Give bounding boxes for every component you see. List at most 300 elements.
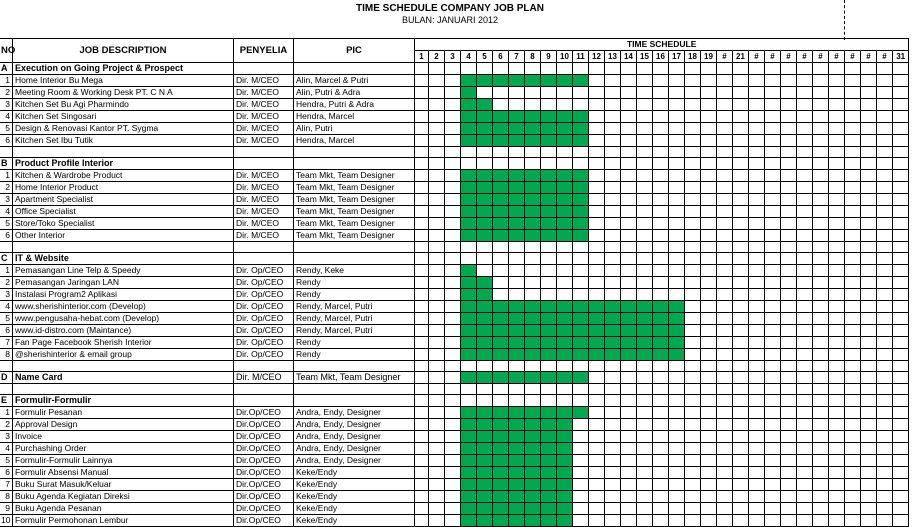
schedule-cell[interactable] (733, 111, 749, 123)
schedule-cell[interactable] (461, 313, 477, 325)
schedule-cell[interactable] (589, 372, 605, 384)
pic-cell[interactable]: Team Mkt, Team Designer (294, 170, 415, 182)
schedule-cell[interactable] (797, 218, 813, 230)
schedule-cell[interactable] (829, 194, 845, 206)
penyelia-cell[interactable]: Dir.Op/CEO (234, 455, 294, 467)
schedule-cell[interactable] (589, 99, 605, 111)
schedule-cell[interactable] (525, 242, 541, 253)
schedule-cell[interactable] (541, 395, 557, 407)
schedule-cell[interactable] (573, 265, 589, 277)
empty-cell[interactable] (234, 361, 294, 372)
schedule-cell[interactable] (669, 99, 685, 111)
schedule-cell[interactable] (893, 87, 909, 99)
schedule-cell[interactable] (653, 75, 669, 87)
schedule-cell[interactable] (445, 230, 461, 242)
schedule-cell[interactable] (573, 123, 589, 135)
schedule-cell[interactable] (541, 479, 557, 491)
schedule-cell[interactable] (717, 503, 733, 515)
schedule-cell[interactable] (493, 431, 509, 443)
schedule-cell[interactable] (415, 277, 429, 289)
schedule-cell[interactable] (669, 206, 685, 218)
schedule-cell[interactable] (653, 431, 669, 443)
schedule-cell[interactable] (637, 515, 653, 527)
schedule-cell[interactable] (861, 443, 877, 455)
schedule-cell[interactable] (621, 206, 637, 218)
schedule-cell[interactable] (781, 443, 797, 455)
pic-cell[interactable]: Team Mkt, Team Designer (294, 218, 415, 230)
schedule-cell[interactable] (685, 491, 701, 503)
schedule-cell[interactable] (765, 265, 781, 277)
schedule-cell[interactable] (893, 467, 909, 479)
schedule-cell[interactable] (637, 218, 653, 230)
schedule-cell[interactable] (573, 467, 589, 479)
schedule-cell[interactable] (701, 277, 717, 289)
schedule-cell[interactable] (493, 419, 509, 431)
schedule-cell[interactable] (621, 337, 637, 349)
schedule-cell[interactable] (829, 147, 845, 158)
schedule-cell[interactable] (445, 158, 461, 170)
schedule-cell[interactable] (845, 467, 861, 479)
schedule-cell[interactable] (829, 455, 845, 467)
task-number[interactable]: 8 (0, 491, 13, 503)
schedule-cell[interactable] (461, 349, 477, 361)
schedule-cell[interactable] (653, 206, 669, 218)
schedule-cell[interactable] (429, 515, 445, 527)
schedule-cell[interactable] (557, 63, 573, 75)
schedule-cell[interactable] (525, 301, 541, 313)
schedule-cell[interactable] (461, 158, 477, 170)
schedule-cell[interactable] (493, 265, 509, 277)
schedule-cell[interactable] (685, 111, 701, 123)
day-header[interactable]: 13 (605, 51, 621, 63)
schedule-cell[interactable] (445, 265, 461, 277)
schedule-cell[interactable] (573, 182, 589, 194)
schedule-cell[interactable] (429, 194, 445, 206)
task-description[interactable]: Kitchen & Wardrobe Product (13, 170, 234, 182)
schedule-cell[interactable] (781, 230, 797, 242)
schedule-cell[interactable] (429, 301, 445, 313)
schedule-cell[interactable] (765, 479, 781, 491)
schedule-cell[interactable] (717, 491, 733, 503)
schedule-cell[interactable] (493, 337, 509, 349)
schedule-cell[interactable] (733, 218, 749, 230)
schedule-cell[interactable] (525, 515, 541, 527)
schedule-cell[interactable] (621, 135, 637, 147)
schedule-cell[interactable] (605, 111, 621, 123)
schedule-cell[interactable] (493, 230, 509, 242)
schedule-cell[interactable] (605, 491, 621, 503)
schedule-cell[interactable] (669, 277, 685, 289)
schedule-cell[interactable] (477, 313, 493, 325)
schedule-cell[interactable] (701, 87, 717, 99)
schedule-cell[interactable] (573, 515, 589, 527)
schedule-cell[interactable] (861, 230, 877, 242)
schedule-cell[interactable] (701, 206, 717, 218)
schedule-cell[interactable] (415, 491, 429, 503)
schedule-cell[interactable] (765, 277, 781, 289)
schedule-cell[interactable] (477, 206, 493, 218)
schedule-cell[interactable] (573, 111, 589, 123)
schedule-cell[interactable] (445, 242, 461, 253)
task-description[interactable]: Office Specialist (13, 206, 234, 218)
schedule-cell[interactable] (509, 75, 525, 87)
empty-cell[interactable] (0, 384, 13, 395)
schedule-cell[interactable] (445, 277, 461, 289)
day-header[interactable]: 6 (493, 51, 509, 63)
schedule-cell[interactable] (701, 419, 717, 431)
schedule-cell[interactable] (813, 479, 829, 491)
schedule-cell[interactable] (525, 135, 541, 147)
schedule-cell[interactable] (749, 395, 765, 407)
schedule-cell[interactable] (573, 135, 589, 147)
schedule-cell[interactable] (685, 395, 701, 407)
schedule-cell[interactable] (557, 384, 573, 395)
schedule-cell[interactable] (445, 455, 461, 467)
schedule-cell[interactable] (429, 265, 445, 277)
schedule-cell[interactable] (669, 419, 685, 431)
header-pic[interactable]: PIC (294, 39, 415, 63)
schedule-cell[interactable] (893, 349, 909, 361)
schedule-cell[interactable] (653, 503, 669, 515)
schedule-cell[interactable] (861, 467, 877, 479)
task-number[interactable]: 3 (0, 99, 13, 111)
schedule-cell[interactable] (637, 372, 653, 384)
day-header[interactable]: 3 (445, 51, 461, 63)
schedule-cell[interactable] (749, 349, 765, 361)
schedule-cell[interactable] (477, 467, 493, 479)
schedule-cell[interactable] (445, 479, 461, 491)
schedule-cell[interactable] (733, 242, 749, 253)
schedule-cell[interactable] (525, 158, 541, 170)
schedule-cell[interactable] (525, 63, 541, 75)
schedule-cell[interactable] (733, 277, 749, 289)
schedule-cell[interactable] (749, 135, 765, 147)
schedule-cell[interactable] (573, 372, 589, 384)
schedule-cell[interactable] (493, 135, 509, 147)
schedule-cell[interactable] (669, 455, 685, 467)
day-header[interactable]: # (749, 51, 765, 63)
schedule-cell[interactable] (781, 361, 797, 372)
schedule-cell[interactable] (557, 455, 573, 467)
schedule-cell[interactable] (685, 479, 701, 491)
schedule-cell[interactable] (877, 384, 893, 395)
schedule-cell[interactable] (637, 443, 653, 455)
schedule-cell[interactable] (877, 277, 893, 289)
schedule-cell[interactable] (845, 419, 861, 431)
schedule-cell[interactable] (415, 349, 429, 361)
task-description[interactable]: Formulir-Formulir Lainnya (13, 455, 234, 467)
schedule-cell[interactable] (589, 431, 605, 443)
schedule-cell[interactable] (493, 407, 509, 419)
schedule-cell[interactable] (541, 218, 557, 230)
schedule-cell[interactable] (765, 218, 781, 230)
schedule-cell[interactable] (589, 63, 605, 75)
schedule-cell[interactable] (829, 503, 845, 515)
schedule-cell[interactable] (733, 230, 749, 242)
schedule-cell[interactable] (541, 313, 557, 325)
schedule-cell[interactable] (461, 111, 477, 123)
schedule-cell[interactable] (749, 182, 765, 194)
schedule-cell[interactable] (749, 431, 765, 443)
task-description[interactable]: Buku Agenda Pesanan (13, 503, 234, 515)
schedule-cell[interactable] (541, 515, 557, 527)
schedule-cell[interactable] (893, 455, 909, 467)
schedule-cell[interactable] (749, 361, 765, 372)
schedule-cell[interactable] (573, 503, 589, 515)
schedule-cell[interactable] (509, 170, 525, 182)
schedule-cell[interactable] (893, 147, 909, 158)
schedule-cell[interactable] (429, 135, 445, 147)
schedule-cell[interactable] (717, 455, 733, 467)
schedule-cell[interactable] (781, 419, 797, 431)
schedule-cell[interactable] (781, 407, 797, 419)
schedule-cell[interactable] (541, 491, 557, 503)
schedule-cell[interactable] (877, 147, 893, 158)
penyelia-cell[interactable] (234, 253, 294, 265)
schedule-cell[interactable] (781, 467, 797, 479)
schedule-cell[interactable] (685, 99, 701, 111)
schedule-cell[interactable] (493, 515, 509, 527)
schedule-cell[interactable] (653, 265, 669, 277)
schedule-cell[interactable] (637, 467, 653, 479)
task-description[interactable]: Other Interior (13, 230, 234, 242)
schedule-cell[interactable] (781, 503, 797, 515)
schedule-cell[interactable] (429, 111, 445, 123)
task-number[interactable]: 7 (0, 337, 13, 349)
schedule-cell[interactable] (669, 479, 685, 491)
schedule-cell[interactable] (557, 87, 573, 99)
schedule-cell[interactable] (717, 63, 733, 75)
schedule-cell[interactable] (861, 135, 877, 147)
schedule-cell[interactable] (813, 325, 829, 337)
schedule-cell[interactable] (415, 242, 429, 253)
schedule-cell[interactable] (845, 206, 861, 218)
schedule-cell[interactable] (797, 170, 813, 182)
schedule-cell[interactable] (893, 313, 909, 325)
schedule-cell[interactable] (685, 253, 701, 265)
task-number[interactable]: 1 (0, 170, 13, 182)
schedule-cell[interactable] (829, 384, 845, 395)
schedule-cell[interactable] (765, 158, 781, 170)
schedule-cell[interactable] (573, 361, 589, 372)
schedule-cell[interactable] (829, 206, 845, 218)
section-code[interactable]: A (0, 63, 13, 75)
schedule-cell[interactable] (701, 135, 717, 147)
penyelia-cell[interactable]: Dir. M/CEO (234, 218, 294, 230)
schedule-cell[interactable] (685, 289, 701, 301)
schedule-cell[interactable] (813, 182, 829, 194)
schedule-cell[interactable] (669, 194, 685, 206)
schedule-cell[interactable] (781, 384, 797, 395)
schedule-cell[interactable] (653, 301, 669, 313)
schedule-cell[interactable] (669, 253, 685, 265)
schedule-cell[interactable] (525, 218, 541, 230)
schedule-cell[interactable] (749, 99, 765, 111)
schedule-cell[interactable] (845, 349, 861, 361)
schedule-cell[interactable] (493, 384, 509, 395)
penyelia-cell[interactable]: Dir. M/CEO (234, 87, 294, 99)
schedule-cell[interactable] (573, 349, 589, 361)
schedule-cell[interactable] (829, 361, 845, 372)
schedule-cell[interactable] (797, 467, 813, 479)
schedule-cell[interactable] (749, 467, 765, 479)
schedule-cell[interactable] (621, 170, 637, 182)
schedule-cell[interactable] (637, 431, 653, 443)
schedule-cell[interactable] (797, 372, 813, 384)
section-code[interactable]: B (0, 158, 13, 170)
schedule-cell[interactable] (765, 337, 781, 349)
task-number[interactable]: 9 (0, 503, 13, 515)
schedule-cell[interactable] (893, 431, 909, 443)
schedule-cell[interactable] (685, 242, 701, 253)
schedule-cell[interactable] (845, 337, 861, 349)
schedule-cell[interactable] (429, 491, 445, 503)
schedule-cell[interactable] (877, 515, 893, 527)
schedule-cell[interactable] (589, 503, 605, 515)
schedule-cell[interactable] (829, 75, 845, 87)
schedule-cell[interactable] (493, 395, 509, 407)
schedule-cell[interactable] (541, 135, 557, 147)
penyelia-cell[interactable]: Dir. M/CEO (234, 75, 294, 87)
schedule-cell[interactable] (701, 123, 717, 135)
schedule-cell[interactable] (509, 194, 525, 206)
schedule-cell[interactable] (877, 467, 893, 479)
schedule-cell[interactable] (717, 170, 733, 182)
schedule-cell[interactable] (685, 63, 701, 75)
schedule-cell[interactable] (461, 265, 477, 277)
schedule-cell[interactable] (893, 361, 909, 372)
schedule-cell[interactable] (861, 419, 877, 431)
task-description[interactable]: Kitchen Set Ibu Tutik (13, 135, 234, 147)
schedule-cell[interactable] (461, 277, 477, 289)
task-number[interactable]: 6 (0, 325, 13, 337)
schedule-cell[interactable] (461, 407, 477, 419)
schedule-cell[interactable] (509, 206, 525, 218)
schedule-cell[interactable] (461, 182, 477, 194)
schedule-cell[interactable] (445, 99, 461, 111)
schedule-cell[interactable] (461, 431, 477, 443)
schedule-cell[interactable] (669, 265, 685, 277)
pic-cell[interactable]: Team Mkt, Team Designer (294, 372, 415, 384)
schedule-cell[interactable] (605, 503, 621, 515)
schedule-cell[interactable] (861, 99, 877, 111)
schedule-cell[interactable] (589, 301, 605, 313)
schedule-cell[interactable] (509, 63, 525, 75)
pic-cell[interactable]: Team Mkt, Team Designer (294, 230, 415, 242)
schedule-cell[interactable] (797, 87, 813, 99)
day-header[interactable]: 10 (557, 51, 573, 63)
schedule-cell[interactable] (781, 99, 797, 111)
schedule-cell[interactable] (733, 123, 749, 135)
schedule-cell[interactable] (653, 372, 669, 384)
schedule-cell[interactable] (717, 265, 733, 277)
schedule-cell[interactable] (797, 491, 813, 503)
schedule-cell[interactable] (781, 242, 797, 253)
schedule-cell[interactable] (605, 337, 621, 349)
schedule-cell[interactable] (637, 158, 653, 170)
schedule-cell[interactable] (685, 182, 701, 194)
schedule-cell[interactable] (877, 395, 893, 407)
schedule-cell[interactable] (493, 194, 509, 206)
schedule-cell[interactable] (477, 99, 493, 111)
schedule-cell[interactable] (637, 63, 653, 75)
schedule-cell[interactable] (525, 479, 541, 491)
schedule-cell[interactable] (525, 372, 541, 384)
schedule-cell[interactable] (813, 123, 829, 135)
schedule-cell[interactable] (813, 99, 829, 111)
schedule-cell[interactable] (461, 515, 477, 527)
schedule-cell[interactable] (877, 135, 893, 147)
schedule-cell[interactable] (829, 135, 845, 147)
penyelia-cell[interactable]: Dir. M/CEO (234, 123, 294, 135)
schedule-cell[interactable] (749, 325, 765, 337)
penyelia-cell[interactable]: Dir. Op/CEO (234, 265, 294, 277)
schedule-cell[interactable] (701, 407, 717, 419)
pic-cell[interactable]: Rendy (294, 277, 415, 289)
schedule-cell[interactable] (509, 218, 525, 230)
schedule-cell[interactable] (765, 75, 781, 87)
schedule-cell[interactable] (765, 431, 781, 443)
schedule-cell[interactable] (845, 395, 861, 407)
schedule-cell[interactable] (429, 289, 445, 301)
schedule-cell[interactable] (653, 63, 669, 75)
schedule-cell[interactable] (813, 313, 829, 325)
schedule-cell[interactable] (733, 158, 749, 170)
schedule-cell[interactable] (829, 443, 845, 455)
schedule-cell[interactable] (621, 182, 637, 194)
schedule-cell[interactable] (541, 63, 557, 75)
schedule-cell[interactable] (765, 230, 781, 242)
schedule-cell[interactable] (573, 63, 589, 75)
schedule-cell[interactable] (493, 99, 509, 111)
day-header[interactable]: 14 (621, 51, 637, 63)
section-title[interactable]: Product Profile Interior (13, 158, 234, 170)
schedule-cell[interactable] (461, 479, 477, 491)
schedule-cell[interactable] (877, 455, 893, 467)
schedule-cell[interactable] (509, 384, 525, 395)
schedule-cell[interactable] (621, 491, 637, 503)
schedule-cell[interactable] (589, 135, 605, 147)
schedule-cell[interactable] (445, 194, 461, 206)
schedule-cell[interactable] (685, 337, 701, 349)
schedule-cell[interactable] (669, 230, 685, 242)
schedule-cell[interactable] (573, 242, 589, 253)
schedule-cell[interactable] (637, 253, 653, 265)
schedule-cell[interactable] (557, 99, 573, 111)
schedule-cell[interactable] (573, 277, 589, 289)
schedule-cell[interactable] (415, 147, 429, 158)
schedule-cell[interactable] (445, 361, 461, 372)
schedule-cell[interactable] (589, 361, 605, 372)
task-description[interactable]: Meeting Room & Working Desk PT. C N A (13, 87, 234, 99)
schedule-cell[interactable] (685, 431, 701, 443)
day-header[interactable]: 7 (509, 51, 525, 63)
schedule-cell[interactable] (701, 313, 717, 325)
schedule-cell[interactable] (605, 135, 621, 147)
pic-cell[interactable]: Hendra, Marcel (294, 135, 415, 147)
schedule-cell[interactable] (445, 63, 461, 75)
schedule-cell[interactable] (605, 265, 621, 277)
schedule-cell[interactable] (893, 395, 909, 407)
schedule-cell[interactable] (797, 479, 813, 491)
penyelia-cell[interactable]: Dir.Op/CEO (234, 431, 294, 443)
day-header[interactable]: 16 (653, 51, 669, 63)
schedule-cell[interactable] (781, 111, 797, 123)
schedule-cell[interactable] (415, 455, 429, 467)
schedule-cell[interactable] (429, 147, 445, 158)
schedule-cell[interactable] (717, 75, 733, 87)
schedule-cell[interactable] (605, 325, 621, 337)
